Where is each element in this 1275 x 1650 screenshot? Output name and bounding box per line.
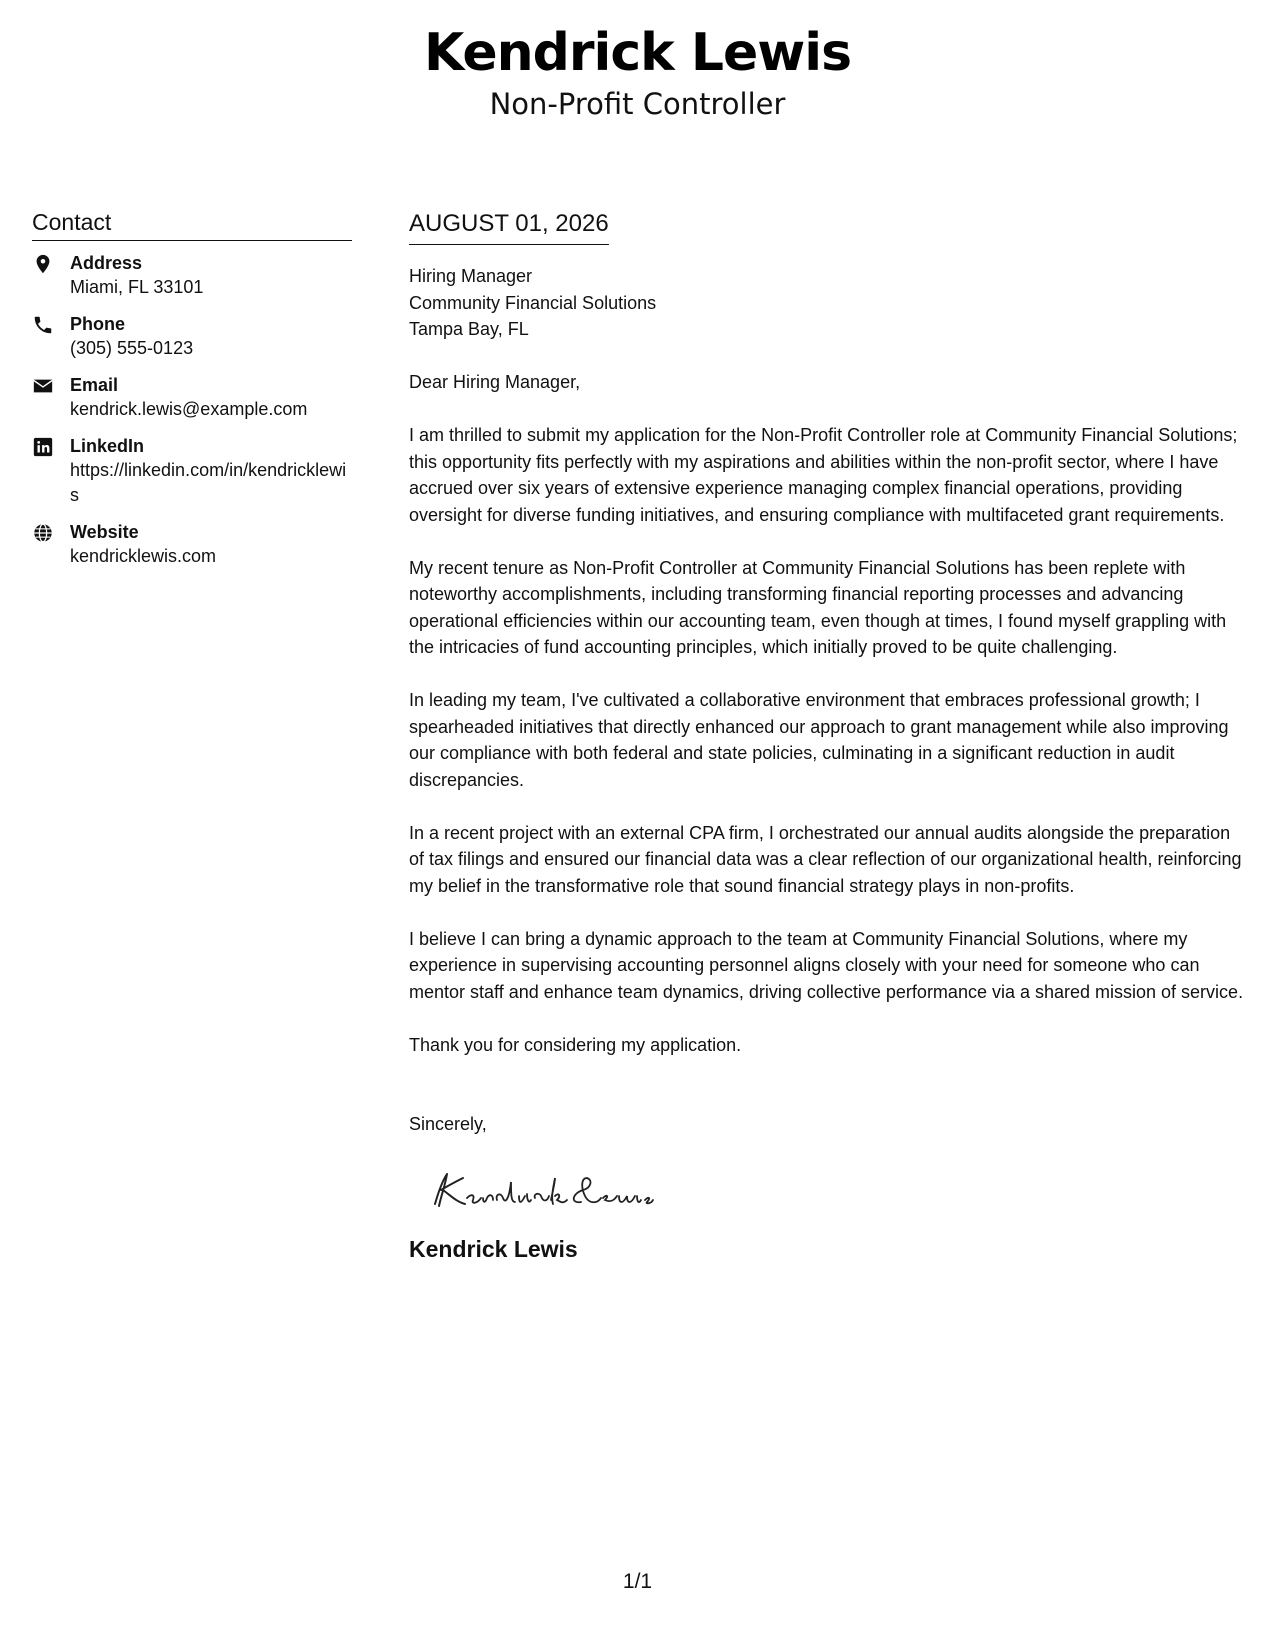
linkedin-icon: [32, 436, 54, 458]
phone-icon: [32, 314, 54, 336]
website-label: Website: [70, 522, 139, 542]
contact-item-address: [32, 251, 352, 300]
letter-header: [0, 20, 1275, 122]
body-paragraph: In leading my team, I've cultivated a collaborative environment that embraces professional growth; I spearheaded initiatives that directly enhanced our approach to grant management while also improving our compliance with both federal and state policies, culminating in a significant reduction in audit discrepancies.: [409, 690, 1229, 790]
body-paragraph: I am thrilled to submit my application for the Non-Profit Controller role at Community Financial Solutions; this opportunity fits perfectly with my aspirations and abilities within the non-profit sector, where I have accrued over six years of extensive experience managing complex financial operations, providing oversight for diverse funding initiatives, and ensuring compliance with multifaceted grant requirements.: [409, 425, 1238, 525]
email-label: Email: [70, 375, 119, 395]
contact-item-email: [32, 373, 352, 422]
salutation: Dear Hiring Manager,: [409, 372, 581, 392]
envelope-icon: [32, 375, 54, 397]
phone-label: Phone: [70, 314, 126, 334]
applicant-title: Non-Profit Controller: [489, 87, 786, 121]
contact-item-website: [32, 520, 352, 569]
recipient-company: Community Financial Solutions: [409, 292, 657, 313]
closing: Sincerely,: [409, 1114, 487, 1134]
body-paragraph: In a recent project with an external CPA firm, I orchestrated our annual audits alongside the preparation of tax filings and ensured our financial data was a clear reflection of our organizational health, reinforcing my belief in the transformative role that sound financial strategy plays in non-profits.: [409, 822, 1242, 896]
page-number: 1/1: [622, 1570, 653, 1593]
body-paragraph: I believe I can bring a dynamic approach to the team at Community Financial Solutions, where my experience in supervising accounting personnel aligns closely with your need for someone who can mentor staff and enhance team dynamics, driving collective performance via a shared mission of service.: [409, 928, 1244, 1002]
address-value: Miami, FL 33101: [70, 277, 204, 297]
globe-icon: [32, 522, 54, 544]
signer-name: Kendrick Lewis: [409, 1235, 578, 1262]
recipient-block: [409, 263, 1249, 343]
email-value: kendrick.lewis@example.com: [70, 399, 308, 419]
phone-value: (305) 555-0123: [70, 338, 194, 358]
linkedin-label: LinkedIn: [70, 436, 145, 456]
recipient-location: Tampa Bay, FL: [409, 319, 529, 339]
recipient-name: Hiring Manager: [409, 266, 533, 286]
contact-sidebar: [32, 208, 352, 581]
applicant-name: Kendrick Lewis: [423, 23, 852, 83]
letter-body: [409, 208, 1249, 1264]
address-label: Address: [70, 253, 143, 273]
body-paragraph: Thank you for considering my application.: [409, 1034, 742, 1055]
linkedin-value: https://linkedin.com/in/kendricklewis: [70, 460, 347, 505]
contact-item-phone: [32, 312, 352, 361]
contact-item-linkedin: [32, 434, 352, 508]
map-pin-icon: [32, 253, 54, 275]
body-paragraph: My recent tenure as Non-Profit Controller at Community Financial Solutions has been replete with noteworthy accomplishments, including transforming financial reporting processes and advancing operational efficiencies within our accounting team, even though at times, I found myself grappling with the intricacies of fund accounting principles, which initially proved to be quite challenging.: [409, 557, 1227, 657]
website-value: kendricklewis.com: [70, 546, 217, 566]
signature-image: [421, 1160, 661, 1220]
contact-heading: Contact: [32, 208, 352, 241]
letter-date: AUGUST 01, 2026: [409, 208, 609, 245]
